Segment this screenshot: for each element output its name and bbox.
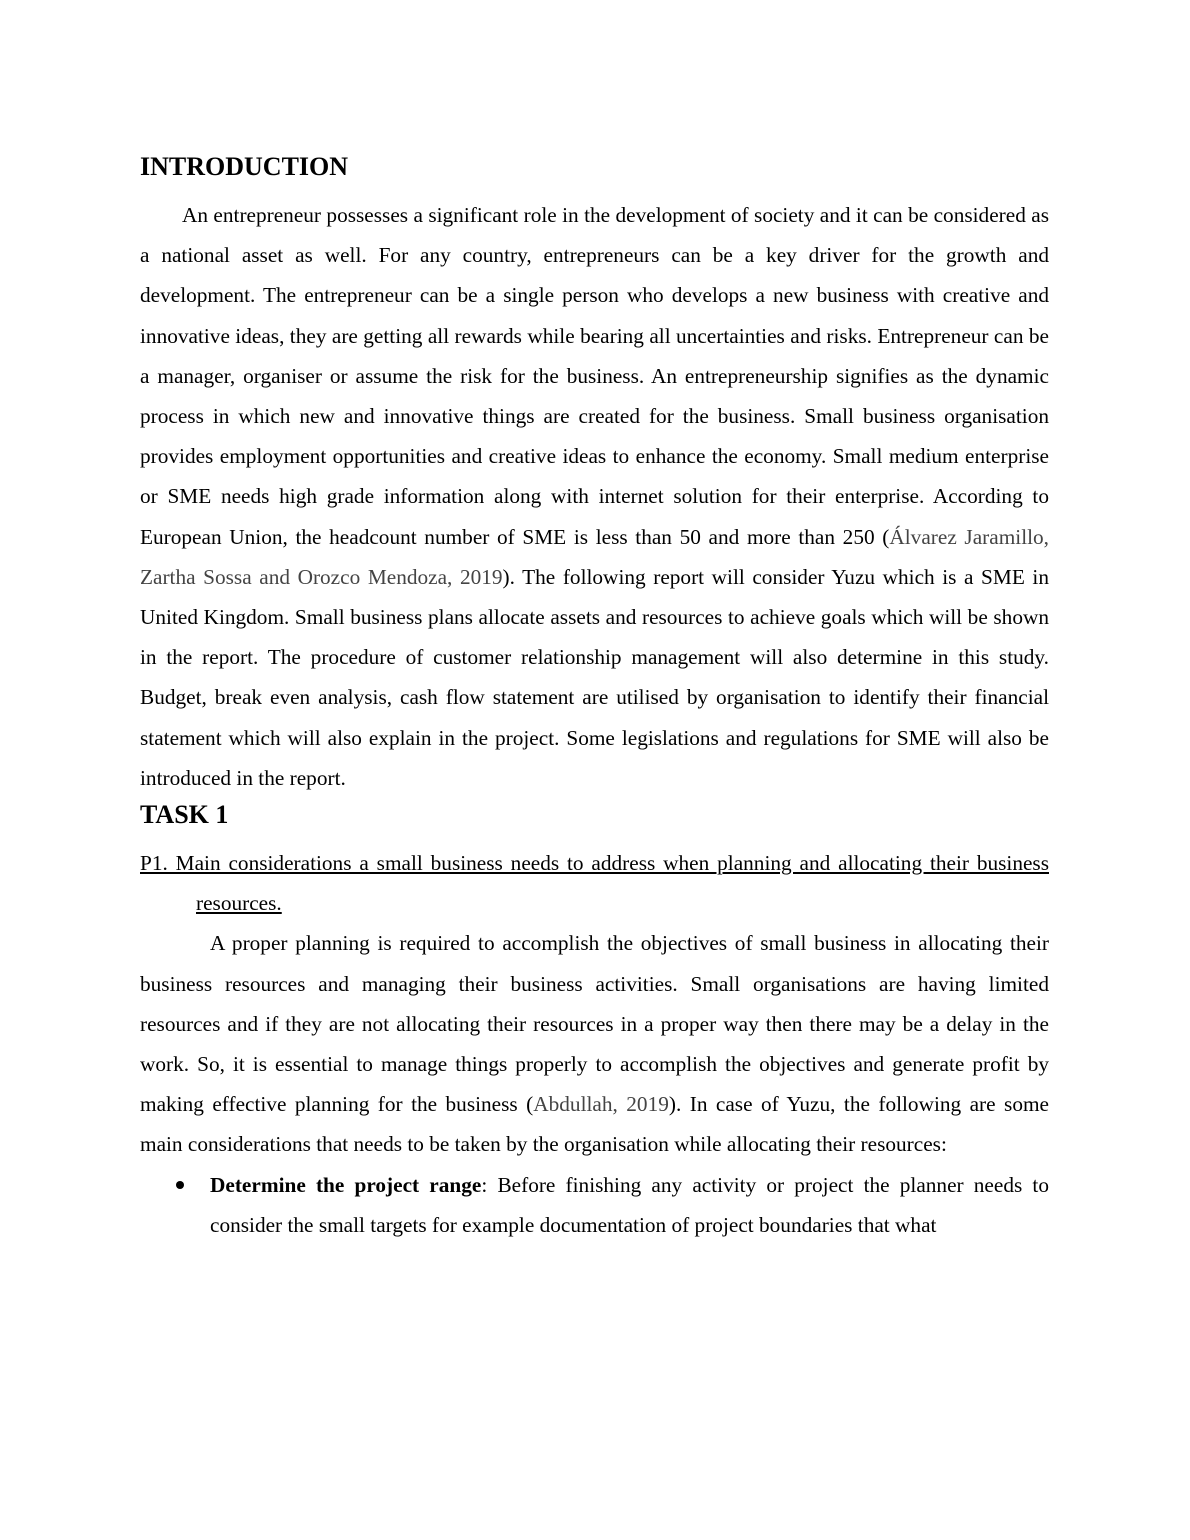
introduction-citation: Álvarez Jaramillo, Zartha Sossa and Orozco Mendoza, 2019 — [140, 524, 1049, 589]
introduction-paragraph — [140, 195, 1049, 798]
task1-subheading: P1. Main considerations a small business needs to address when planning and allocating their business resources. — [140, 851, 1049, 916]
introduction-heading: INTRODUCTION — [140, 152, 349, 181]
introduction-text-part1: An entrepreneur possesses a significant role in the development of society and it can be considered as a national asset as well. For any country, entrepreneurs can be a key driver for the growth and development. The entrepreneur can be a single person who develops a new business with creative and innovative ideas, they are getting all rewards while bearing all uncertainties and risks. Entrepreneur can be a manager, organiser or assume the risk for the business. An entrepreneurship signifies as the dynamic process in which new and innovative things are created for the business. Small business organisation provides employment opportunities and creative ideas to enhance the economy. Small medium enterprise or SME needs high grade information along with internet solution for their enterprise. According to European Union, the headcount number of SME is less than 50 and more than 250 ( — [140, 203, 1049, 549]
task1-text-part1: A proper planning is required to accomplish the objectives of small business in allocating their business resources and managing their business activities. Small organisations are having limited resources and if they are not allocating their resources in a proper way then there may be a delay in the work. So, it is essential to manage things properly to accomplish the objectives and generate profit by making effective planning for the business ( — [140, 931, 1049, 1117]
list-item-text: : Before finishing any activity or project the planner needs to consider the small targets for example documentation of project boundaries that what — [210, 1172, 1049, 1237]
introduction-text-part2: ). The following report will consider Yuzu which is a SME in United Kingdom. Small business plans allocate assets and resources to achieve goals which will be shown in the report. The procedure of customer relationship management will also determine in this study. Budget, break even analysis, cash flow statement are utilised by organisation to identify their financial statement which will also explain in the project. Some legislations and regulations for SME will also be introduced in the report. — [140, 564, 1049, 790]
considerations-list — [140, 1165, 1049, 1245]
task1-citation: Abdullah, 2019 — [533, 1092, 669, 1117]
task1-text-part2: ). In case of Yuzu, the following are some main considerations that needs to be taken by the organisation while allocating their resources: — [140, 1092, 1049, 1157]
task1-heading: TASK 1 — [140, 800, 229, 830]
bullet-icon — [176, 1181, 184, 1189]
list-item-term: Determine the project range — [210, 1172, 482, 1197]
task1-paragraph — [140, 923, 1049, 1164]
document-page — [140, 150, 1049, 1245]
list-item — [140, 1165, 1049, 1245]
